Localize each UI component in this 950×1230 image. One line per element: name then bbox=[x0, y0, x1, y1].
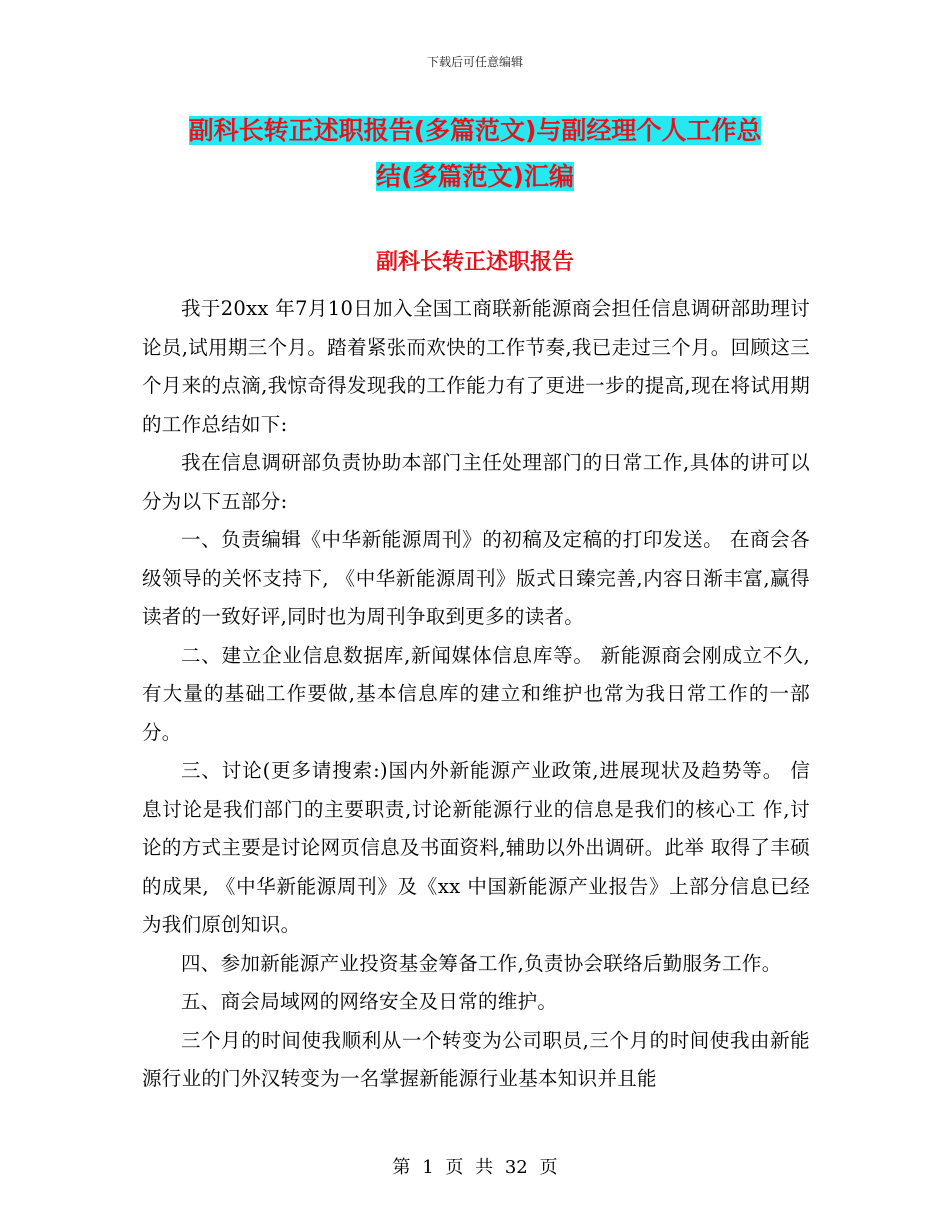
header-note: 下载后可任意编辑 bbox=[426, 55, 523, 69]
paragraph: 我在信息调研部负责协助本部门主任处理部门的日常工作,具体的讲可以分为以下五部分: bbox=[142, 451, 810, 513]
document-title bbox=[140, 108, 810, 200]
paragraph: 二、建立企业信息数据库,新闻媒体信息库等。 新能源商会刚成立不久,有大量的基础工作要做,基本信息库的建立和维护也常为我日常工作的一部分。 bbox=[142, 643, 810, 744]
paragraph: 我于20xx 年7月10日加入全国工商联新能源商会担任信息调研部助理讨论员,试用期三个月。踏着紧张而欢快的工作节奏,我已走过三个月。回顾这三个月来的点滴,我惊奇得发现我的工作能力有了更进一步的提高,现在将试用期的工作总结如下: bbox=[142, 297, 810, 436]
page-number-footer: 第 1 页 共 32 页 bbox=[392, 1157, 558, 1178]
document-body bbox=[142, 290, 810, 1099]
document-title-line1: 副科长转正述职报告(多篇范文)与副经理个人工作总 bbox=[188, 116, 762, 145]
paragraph: 一、负责编辑《中华新能源周刊》的初稿及定稿的打印发送。 在商会各级领导的关怀支持下, 《中华新能源周刊》版式日臻完善,内容日渐丰富,赢得读者的一致好评,同时也为周刊争取到更多的读者。 bbox=[142, 528, 810, 628]
paragraph: 五、商会局域网的网络安全及日常的维护。 bbox=[181, 990, 558, 1013]
paragraph: 四、参加新能源产业投资基金筹备工作,负责协会联络后勤服务工作。 bbox=[181, 951, 782, 975]
paragraph: 三个月的时间使我顺利从一个转变为公司职员,三个月的时间使我由新能源行业的门外汉转变为一名掌握新能源行业基本知识并且能 bbox=[142, 1028, 810, 1090]
paragraph: 三、讨论(更多请搜索:)国内外新能源产业政策,进展现状及趋势等。 信息讨论是我们部门的主要职责,讨论新能源行业的信息是我们的核心工 作,讨论的方式主要是讨论网页信息及书面资料,辅助以外出调研。此举 取得了丰硕的成果, 《中华新能源周刊》及《xx 中国新能源产业报告》上部分信息已经为我们原创知识。 bbox=[142, 759, 810, 936]
section-title: 副科长转正述职报告 bbox=[375, 250, 574, 275]
document-title-line2: 结(多篇范文)汇编 bbox=[376, 162, 574, 191]
